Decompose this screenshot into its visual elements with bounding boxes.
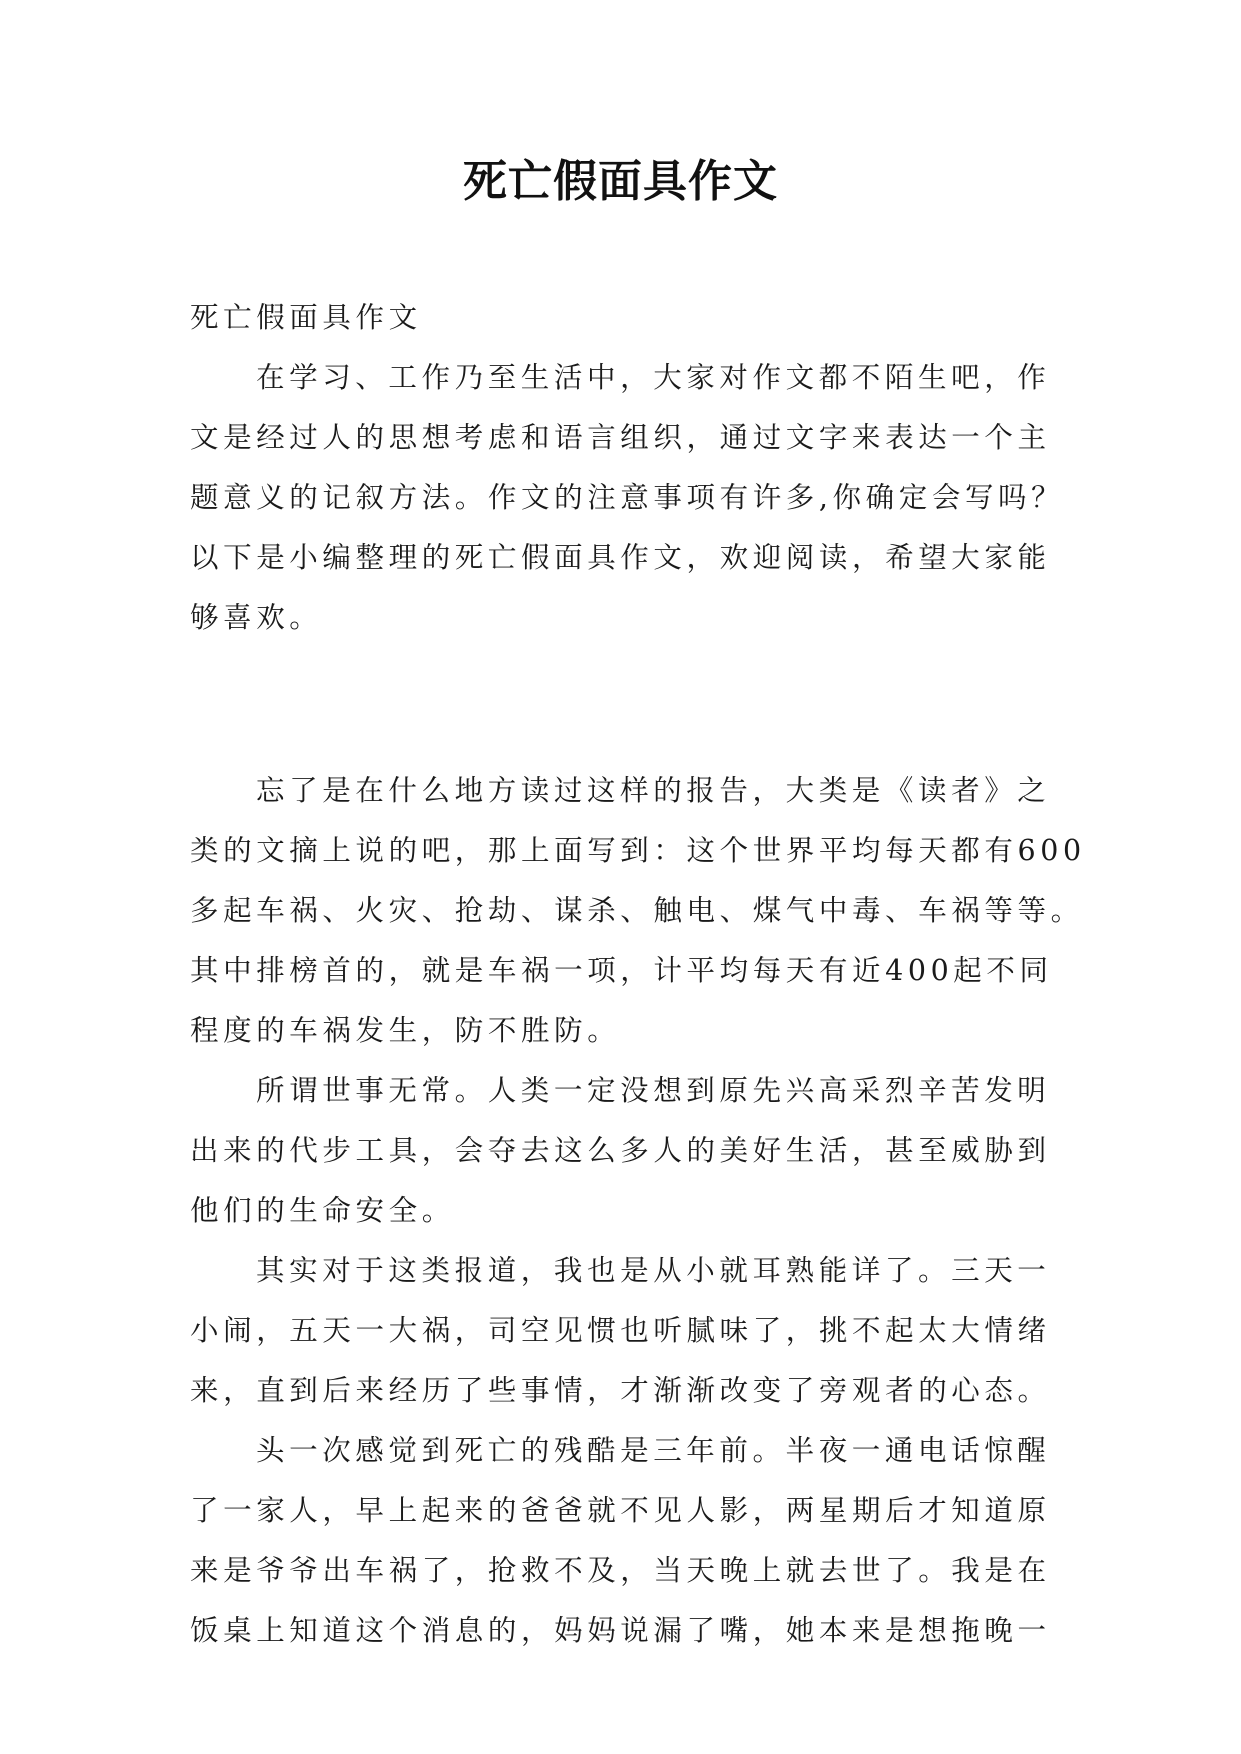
text-line: 在学习、工作乃至生活中，大家对作文都不陌生吧，作 xyxy=(256,361,1051,394)
body-paragraph xyxy=(190,1061,1070,1241)
text-line: 题意义的记叙方法。作文的注意事项有许多,你确定会写吗？ xyxy=(190,481,1065,514)
text-line: 他们的生命安全。 xyxy=(190,1194,455,1227)
text-line: 程度的车祸发生，防不胜防。 xyxy=(190,1014,621,1047)
text-line: 出来的代步工具，会夺去这么多人的美好生活，甚至威胁到 xyxy=(190,1134,1051,1167)
document-body xyxy=(190,288,1086,1661)
text-line: 来，直到后来经历了些事情，才渐渐改变了旁观者的心态。 xyxy=(190,1374,1051,1407)
text-line: 小闹，五天一大祸，司空见惯也听腻味了，挑不起太大情绪 xyxy=(190,1314,1051,1347)
text-line: 忘了是在什么地方读过这样的报告，大类是《读者》之 xyxy=(256,774,1051,807)
text-line: 所谓世事无常。人类一定没想到原先兴高采烈辛苦发明 xyxy=(256,1074,1051,1107)
text-line: 其中排榜首的，就是车祸一项，计平均每天有近400起不同 xyxy=(190,954,1053,987)
text-line: 多起车祸、火灾、抢劫、谋杀、触电、煤气中毒、车祸等等。 xyxy=(190,894,1084,927)
text-line: 类的文摘上说的吧，那上面写到：这个世界平均每天都有600 xyxy=(190,834,1086,867)
body-paragraph xyxy=(190,1421,1070,1661)
text-line: 文是经过人的思想考虑和语言组织，通过文字来表达一个主 xyxy=(190,421,1051,454)
intro-paragraph xyxy=(190,348,1070,648)
text-line: 够喜欢。 xyxy=(190,601,323,634)
text-line: 以下是小编整理的死亡假面具作文，欢迎阅读，希望大家能 xyxy=(190,541,1051,574)
body-paragraph xyxy=(190,1241,1070,1421)
text-line: 其实对于这类报道，我也是从小就耳熟能详了。三天一 xyxy=(256,1254,1051,1287)
paragraph-gap xyxy=(190,648,1070,761)
body-paragraph xyxy=(190,761,1086,1061)
text-line: 头一次感觉到死亡的残酷是三年前。半夜一通电话惊醒 xyxy=(256,1434,1051,1467)
text-line: 饭桌上知道这个消息的，妈妈说漏了嘴，她本来是想拖晚一 xyxy=(190,1614,1051,1647)
text-line: 来是爷爷出车祸了，抢救不及，当天晚上就去世了。我是在 xyxy=(190,1554,1051,1587)
document-title: 死亡假面具作文 xyxy=(463,156,778,207)
document-subtitle: 死亡假面具作文 xyxy=(190,301,422,334)
text-line: 了一家人，早上起来的爸爸就不见人影，两星期后才知道原 xyxy=(190,1494,1051,1527)
